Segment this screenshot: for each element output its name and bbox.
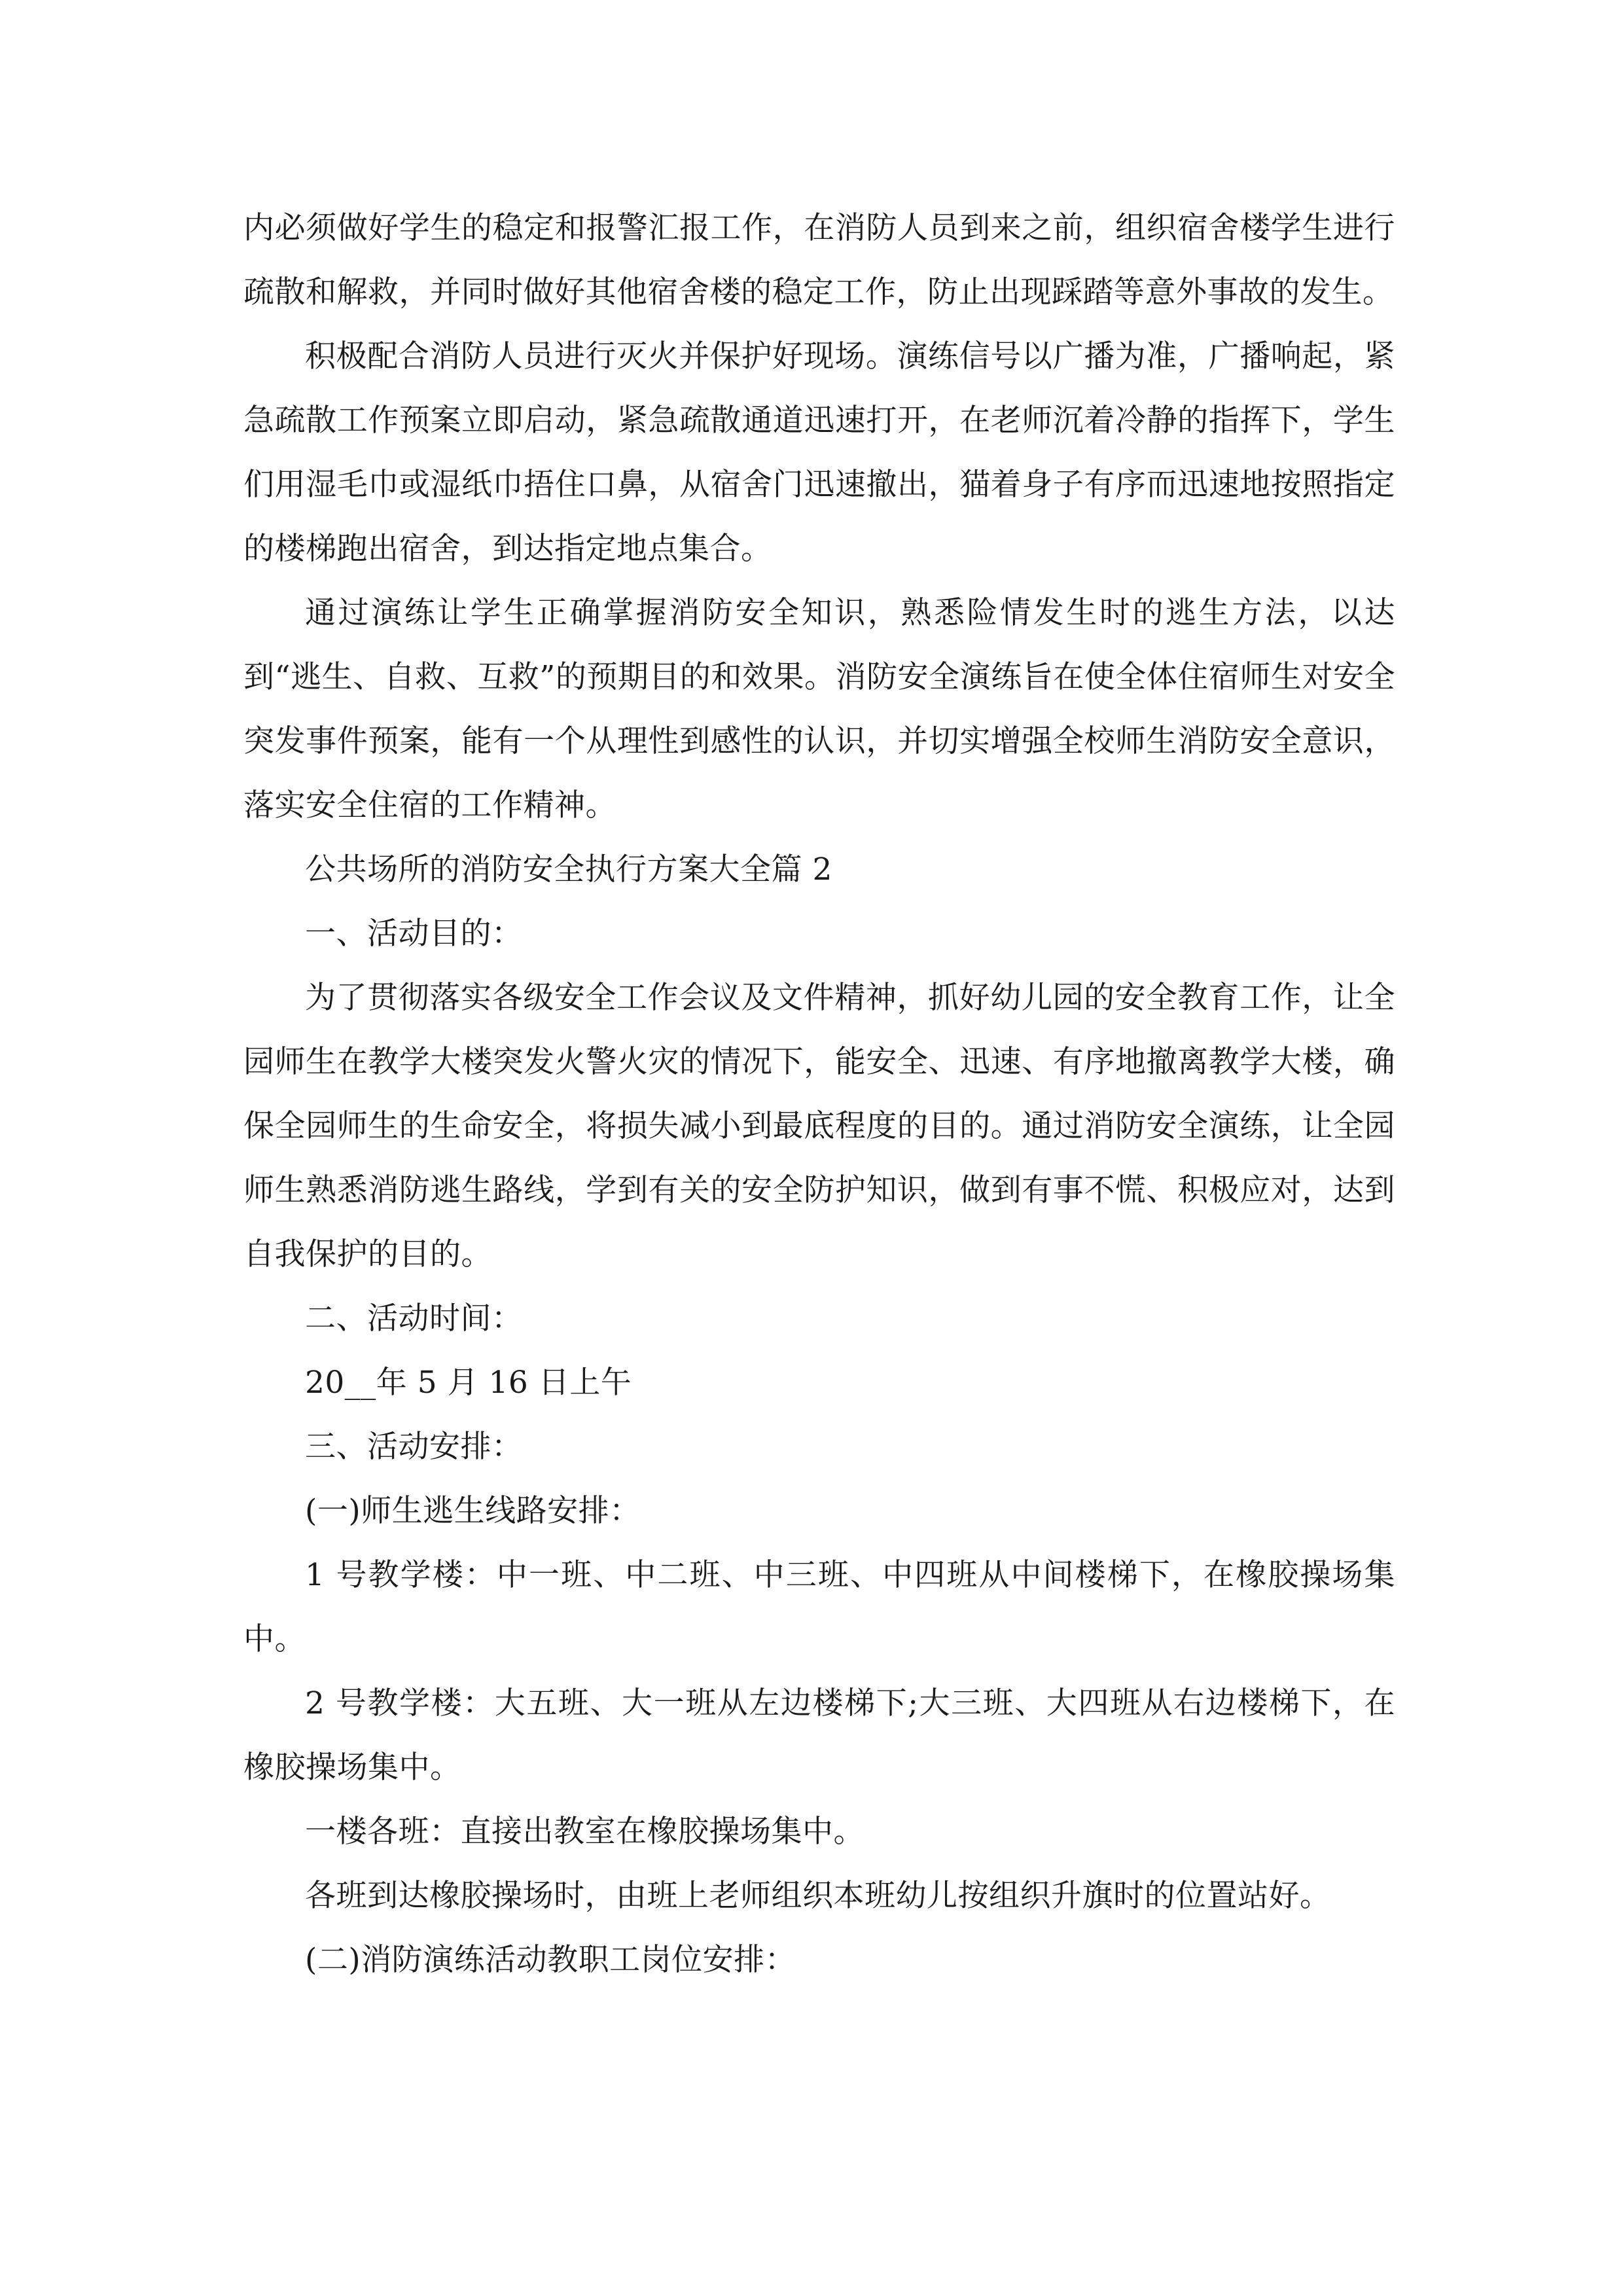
- paragraph-drill-purpose: 通过演练让学生正确掌握消防安全知识，熟悉险情发生时的逃生方法，以达到“逃生、自救、互救”的预期目的和效果。消防安全演练旨在使全体住宿师生对安全突发事件预案，能有一个从理性到感性的认识，并切实增强全校师生消防安全意识，落实安全住宿的工作精神。: [243, 595, 1395, 823]
- section-title-part2: 公共场所的消防安全执行方案大全篇 2: [305, 852, 832, 888]
- paragraph-assembly: 各班到达橡胶操场时，由班上老师组织本班幼儿按组织升旗时的位置站好。: [305, 1878, 1331, 1914]
- subheading-escape-route: (一)师生逃生线路安排：: [305, 1493, 641, 1529]
- heading-activity-goal: 一、活动目的：: [305, 916, 523, 952]
- paragraph-building-2: 2 号教学楼：大五班、大一班从左边楼梯下;大三班、大四班从右边楼梯下，在橡胶操场集中。: [243, 1685, 1395, 1785]
- subheading-staff-posts: (二)消防演练活动教职工岗位安排：: [305, 1942, 796, 1978]
- heading-activity-time: 二、活动时间：: [305, 1300, 523, 1336]
- paragraph-activity-goal: 为了贯彻落实各级安全工作会议及文件精神，抓好幼儿园的安全教育工作，让全园师生在教学大楼突发火警火灾的情况下，能安全、迅速、有序地撤离教学大楼，确保全园师生的生命安全，将损失减小到最底程度的目的。通过消防安全演练，让全园师生熟悉消防逃生路线，学到有关的安全防护知识，做到有事不慌、积极应对，达到自我保护的目的。: [243, 980, 1395, 1272]
- heading-activity-arrangement: 三、活动安排：: [305, 1429, 523, 1465]
- activity-date: 20__年 5 月 16 日上午: [305, 1365, 632, 1401]
- paragraph-first-floor: 一楼各班：直接出教室在橡胶操场集中。: [305, 1814, 865, 1850]
- paragraph-building-1: 1 号教学楼：中一班、中二班、中三班、中四班从中间楼梯下，在橡胶操场集中。: [243, 1557, 1395, 1657]
- document-body: [243, 196, 1395, 1992]
- paragraph-continuation: 内必须做好学生的稳定和报警汇报工作，在消防人员到来之前，组织宿舍楼学生进行疏散和解救，并同时做好其他宿舍楼的稳定工作，防止出现踩踏等意外事故的发生。: [243, 210, 1395, 310]
- paragraph-firefighting: 积极配合消防人员进行灭火并保护好现场。演练信号以广播为准，广播响起，紧急疏散工作预案立即启动，紧急疏散通道迅速打开，在老师沉着冷静的指挥下，学生们用湿毛巾或湿纸巾捂住口鼻，从宿舍门迅速撤出，猫着身子有序而迅速地按照指定的楼梯跑出宿舍，到达指定地点集合。: [243, 338, 1395, 567]
